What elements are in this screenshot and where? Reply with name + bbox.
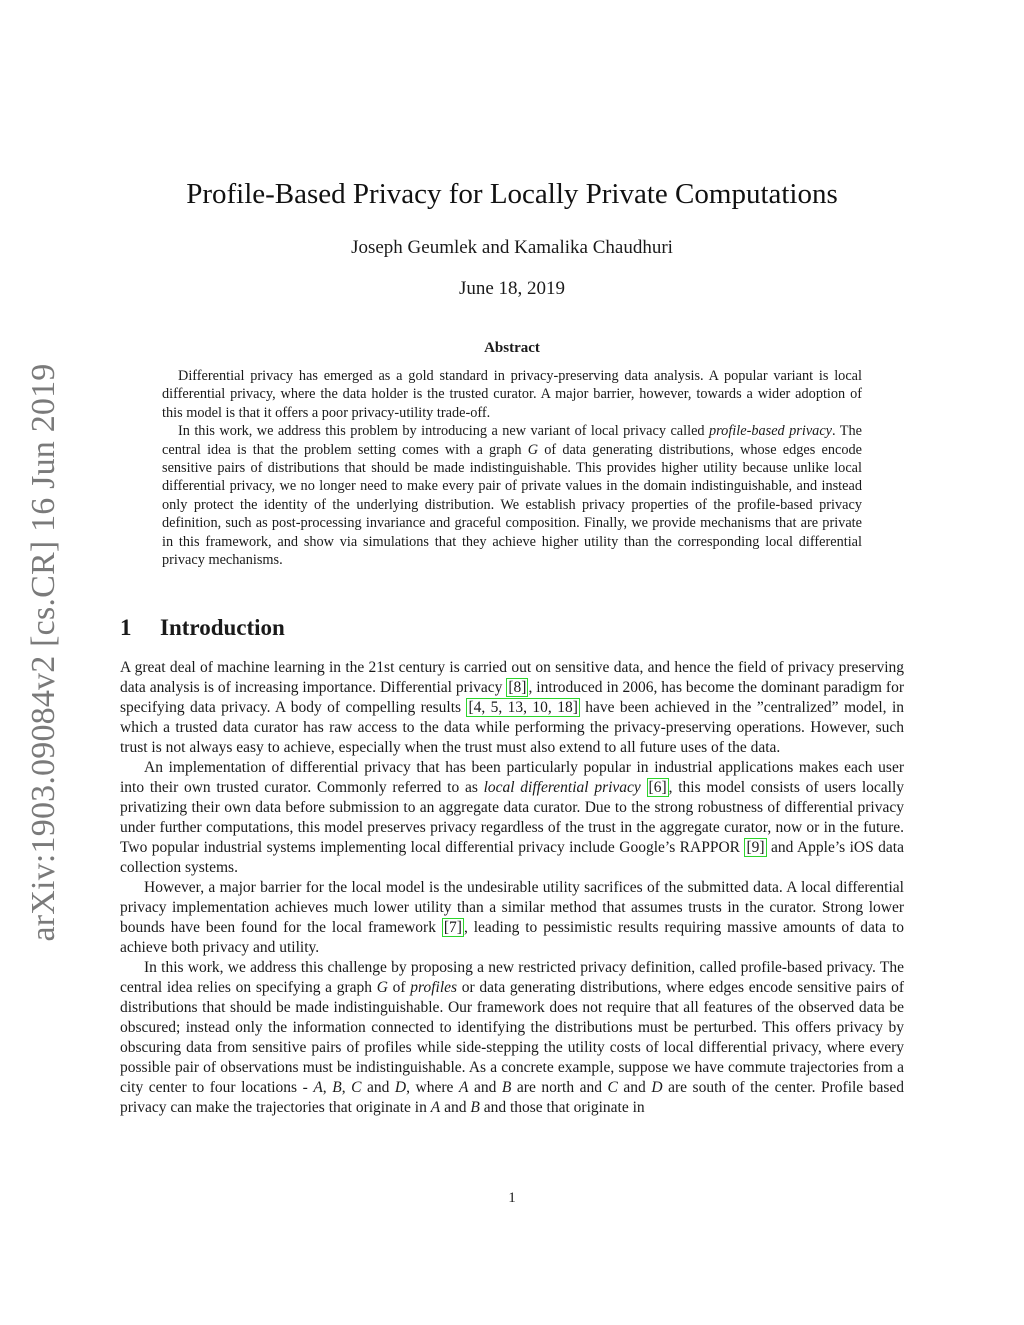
- math-symbol: B: [501, 1079, 512, 1096]
- math-symbol: G: [527, 441, 539, 458]
- math-symbol: C: [351, 1079, 362, 1096]
- citation-link[interactable]: [4, 5, 13, 10, 18]: [468, 699, 578, 716]
- body-text: , leading to pessimistic results requiring massive amounts of data to achieve both privacy and utility.: [120, 919, 904, 956]
- intro-paragraph-2: [120, 758, 904, 878]
- abstract-text: . The central idea is that the problem setting comes with a graph: [162, 423, 862, 458]
- citation-link[interactable]: [6]: [648, 779, 667, 796]
- body-text: and: [468, 1079, 502, 1096]
- body-text: , where: [406, 1079, 459, 1096]
- intro-body: [120, 658, 904, 1118]
- citation-link[interactable]: [9]: [746, 839, 765, 856]
- abstract-paragraph-1: Differential privacy has emerged as a gold standard in privacy-preserving data analysis. A popular variant is local differential privacy, where the data holder is the trusted curator. A major barrier, however, towards a wider adoption of this model is that it offers a poor privacy-utility trade-off.: [162, 368, 862, 421]
- body-text: In this work, we address this challenge by proposing a new restricted privacy definition, called profile-based privacy. The central idea relies on specifying a graph: [120, 959, 904, 996]
- arxiv-stamp: [22, 360, 66, 945]
- abstract-text: In this work, we address this problem by introducing a new variant of local privacy called: [178, 423, 709, 440]
- body-text: and: [440, 1099, 471, 1116]
- citation-link[interactable]: [7]: [443, 919, 462, 936]
- body-emphasis: profiles: [410, 979, 458, 996]
- body-text: have been achieved in the ”centralized” model, in which a trusted data curator has raw access to the data while performing the privacy-preserving operations. However, such trust is not always easy to achieve, especially when the trust must also extend to all future uses of the data.: [120, 699, 905, 756]
- math-symbol: A: [430, 1099, 441, 1116]
- section-number: 1: [120, 615, 132, 640]
- arxiv-stamp-text: arXiv:1903.09084v2 [cs.CR] 16 Jun 2019: [25, 363, 62, 942]
- body-text: are north and: [511, 1079, 608, 1096]
- body-text: , this model consists of users locally privatizing their own data before submission to an aggregate data curator. Due to the strong robustness of differential privacy under further computations, this model preserves privacy regardless of the trust in the aggregate curator, now or in the future. Two popular industrial systems implementing local differential privacy include Google’s RAPPOR: [120, 779, 905, 856]
- body-text: ,: [322, 1079, 333, 1096]
- body-text: A great deal of machine learning in the 21st century is carried out on sensitive data, and hence the field of privacy preserving data analysis is of increasing importance. Differential privacy: [120, 659, 904, 696]
- body-text: and Apple’s iOS data collection systems.: [120, 839, 904, 876]
- abstract-heading: Abstract: [484, 340, 540, 356]
- paper-title: Profile-Based Privacy for Locally Private Computations: [186, 178, 838, 210]
- body-text: and: [361, 1079, 395, 1096]
- body-text: However, a major barrier for the local model is the undesirable utility sacrifices of the submitted data. A local differential privacy implementation achieves much lower utility than a similar method that assumes trusts in the curator. Strong lower bounds have been found for the local framework: [120, 879, 904, 936]
- paper-date: June 18, 2019: [458, 278, 566, 299]
- math-symbol: C: [607, 1079, 618, 1096]
- body-text: of: [387, 979, 411, 996]
- abstract-text: of data generating distributions, whose edges encode sensitive pairs of distributions that should be made indistinguishable. This provides higher utility because unlike local differential privacy, we no longer need to make every pair of private values in the domain indistinguishable, and instead only protect the identity of the underlying distribution. We establish privacy properties of the profile-based privacy definition, such as post-processing invariance and graceful composition. Finally, we provide mechanisms that are private in this framework, and show via simulations that they achieve higher utility than the corresponding local differential privacy mechanisms.: [162, 441, 862, 569]
- math-symbol: D: [394, 1079, 407, 1096]
- abstract-body: [162, 367, 862, 569]
- paper-authors: Joseph Geumlek and Kamalika Chaudhuri: [351, 237, 673, 258]
- citation-link[interactable]: [8]: [508, 679, 527, 696]
- abstract-emphasis: profile-based privacy: [709, 423, 833, 440]
- math-symbol: A: [313, 1079, 323, 1096]
- math-symbol: G: [376, 979, 388, 996]
- body-text: or data generating distributions, where edges encode sensitive pairs of distributions that should be made indistinguishable. Our framework does not require that all features of the observed data be obscured; instead only the information connected to identifying the distributions must be perturbed. This offers privacy by obscuring data from sensitive pairs of profiles while side-stepping the utility costs of local differential privacy, where every possible pair of observations must be indistinguishable. As a concrete example, suppose we have commute trajectories from a city center to four locations -: [120, 979, 904, 1096]
- math-symbol: A: [458, 1079, 469, 1096]
- body-text: and: [617, 1079, 652, 1096]
- body-text: An implementation of differential privacy that has been particularly popular in industrial applications makes each user into their own trusted curator. Commonly referred to as: [120, 759, 904, 796]
- math-symbol: B: [470, 1099, 480, 1116]
- body-emphasis: local differential privacy: [483, 779, 641, 796]
- body-text: , introduced in 2006, has become the dominant paradigm for specifying data privacy. A body of compelling results: [120, 679, 904, 716]
- page-number: 1: [508, 1190, 516, 1206]
- intro-paragraph-3: [120, 878, 904, 958]
- body-text: ,: [341, 1079, 352, 1096]
- section-heading: [120, 615, 285, 641]
- intro-paragraph-4: [120, 958, 904, 1118]
- body-text: and those that originate in: [479, 1099, 645, 1116]
- abstract-paragraph-2: [162, 422, 862, 569]
- body-text: are south of the center. Profile based privacy can make the trajectories that originate in: [120, 1079, 905, 1116]
- section-title: Introduction: [160, 615, 285, 640]
- math-symbol: B: [332, 1079, 342, 1096]
- math-symbol: D: [651, 1079, 663, 1096]
- intro-paragraph-1: [120, 658, 904, 758]
